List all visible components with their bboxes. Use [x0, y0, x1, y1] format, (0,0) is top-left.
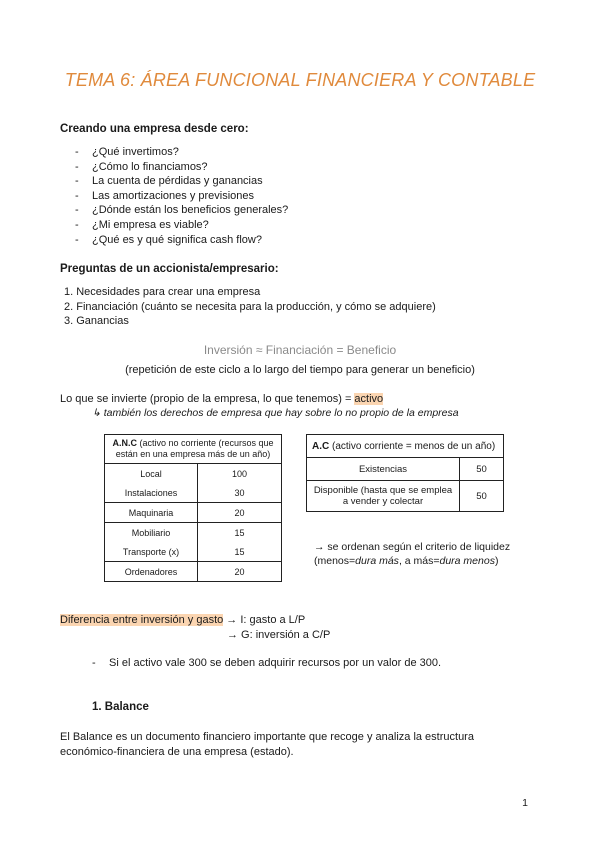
table-row	[105, 542, 282, 562]
table-row	[105, 503, 282, 523]
ac-value: 50	[460, 458, 504, 481]
invest-text: Lo que se invierte (propio de la empresa, lo que tenemos) =	[60, 393, 355, 405]
anc-value: 20	[198, 503, 282, 523]
difference-line: Diferencia entre inversión y gasto → I: gasto a L/P	[60, 614, 306, 626]
ac-label: Existencias	[307, 458, 460, 481]
invest-line	[60, 392, 383, 407]
balance-text-1: El Balance es un documento financiero importante que recoge y analiza la estructura	[60, 731, 474, 743]
list-item: 1. Necesidades para crear una empresa	[64, 286, 261, 298]
list-item: - ¿Qué es y qué significa cash flow?	[75, 233, 535, 248]
anc-table	[104, 434, 282, 582]
page-title: TEMA 6: ÁREA FUNCIONAL FINANCIERA Y CONTABLE	[64, 70, 536, 90]
list-item: - ¿Cómo lo financiamos?	[75, 160, 535, 175]
table-row	[105, 562, 282, 582]
list-item: - ¿Qué invertimos?	[75, 145, 535, 160]
list-item: 2. Financiación (cuánto se necesita para la producción, y cómo se adquiere)	[64, 300, 436, 313]
activo-highlight: activo	[354, 393, 384, 405]
section-heading-creando: Creando una empresa desde cero:	[60, 123, 249, 135]
balance-text-2: económico-financiera de una empresa (estado).	[60, 746, 294, 758]
anc-label: Ordenadores	[105, 562, 198, 582]
list-item: 3. Ganancias	[64, 315, 129, 328]
note-list	[92, 656, 552, 671]
ac-label: Disponible (hasta que se emplea a vender y colectar	[307, 481, 460, 512]
list-item: - Las amortizaciones y previsiones	[75, 189, 535, 204]
formula: Inversión ≈ Financiación = Beneficio	[203, 343, 397, 357]
table-row	[307, 458, 504, 481]
section-heading-preguntas: Preguntas de un accionista/empresario:	[60, 263, 279, 275]
table-row	[105, 483, 282, 503]
table-row	[105, 523, 282, 543]
anc-label: Local	[105, 464, 198, 484]
list-item: - ¿Dónde están los beneficios generales?	[75, 203, 535, 218]
balance-heading: 1. Balance	[92, 701, 149, 713]
table-row	[307, 481, 504, 512]
table-row	[105, 464, 282, 484]
list-item: - La cuenta de pérdidas y ganancias	[75, 174, 535, 189]
anc-label: Mobiliario	[105, 523, 198, 543]
anc-label: Transporte (x)	[105, 542, 198, 562]
formula-note: (repetición de este ciclo a lo largo del tiempo para generar un beneficio)	[125, 364, 475, 376]
liquidity-note-2: (menos=dura más, a más=dura menos)	[314, 555, 499, 567]
anc-value: 15	[198, 542, 282, 562]
anc-label: Instalaciones	[105, 483, 198, 503]
list-item: - ¿Mi empresa es viable?	[75, 218, 535, 233]
anc-value: 15	[198, 523, 282, 543]
difference-highlight: Diferencia entre inversión y gasto	[60, 614, 224, 626]
anc-value: 20	[198, 562, 282, 582]
liquidity-note-1: → se ordenan según el criterio de liquidez	[314, 541, 511, 553]
page-number: 1	[522, 797, 528, 809]
creando-list	[75, 145, 535, 247]
anc-label: Maquinaria	[105, 503, 198, 523]
invest-sub: ↳ también los derechos de empresa que hay sobre lo no propio de la empresa	[92, 407, 459, 419]
note-item: - Si el activo vale 300 se deben adquirir recursos por un valor de 300.	[92, 656, 552, 671]
preguntas-list	[64, 285, 544, 329]
anc-header: A.N.C (activo no corriente (recursos que están en una empresa más de un año)	[105, 435, 282, 464]
ac-header: A.C (activo corriente = menos de un año)	[307, 435, 504, 458]
anc-value: 100	[198, 464, 282, 484]
ac-value: 50	[460, 481, 504, 512]
ac-table	[306, 434, 504, 512]
anc-value: 30	[198, 483, 282, 503]
difference-arrow-2: → G: inversión a C/P	[227, 629, 331, 641]
